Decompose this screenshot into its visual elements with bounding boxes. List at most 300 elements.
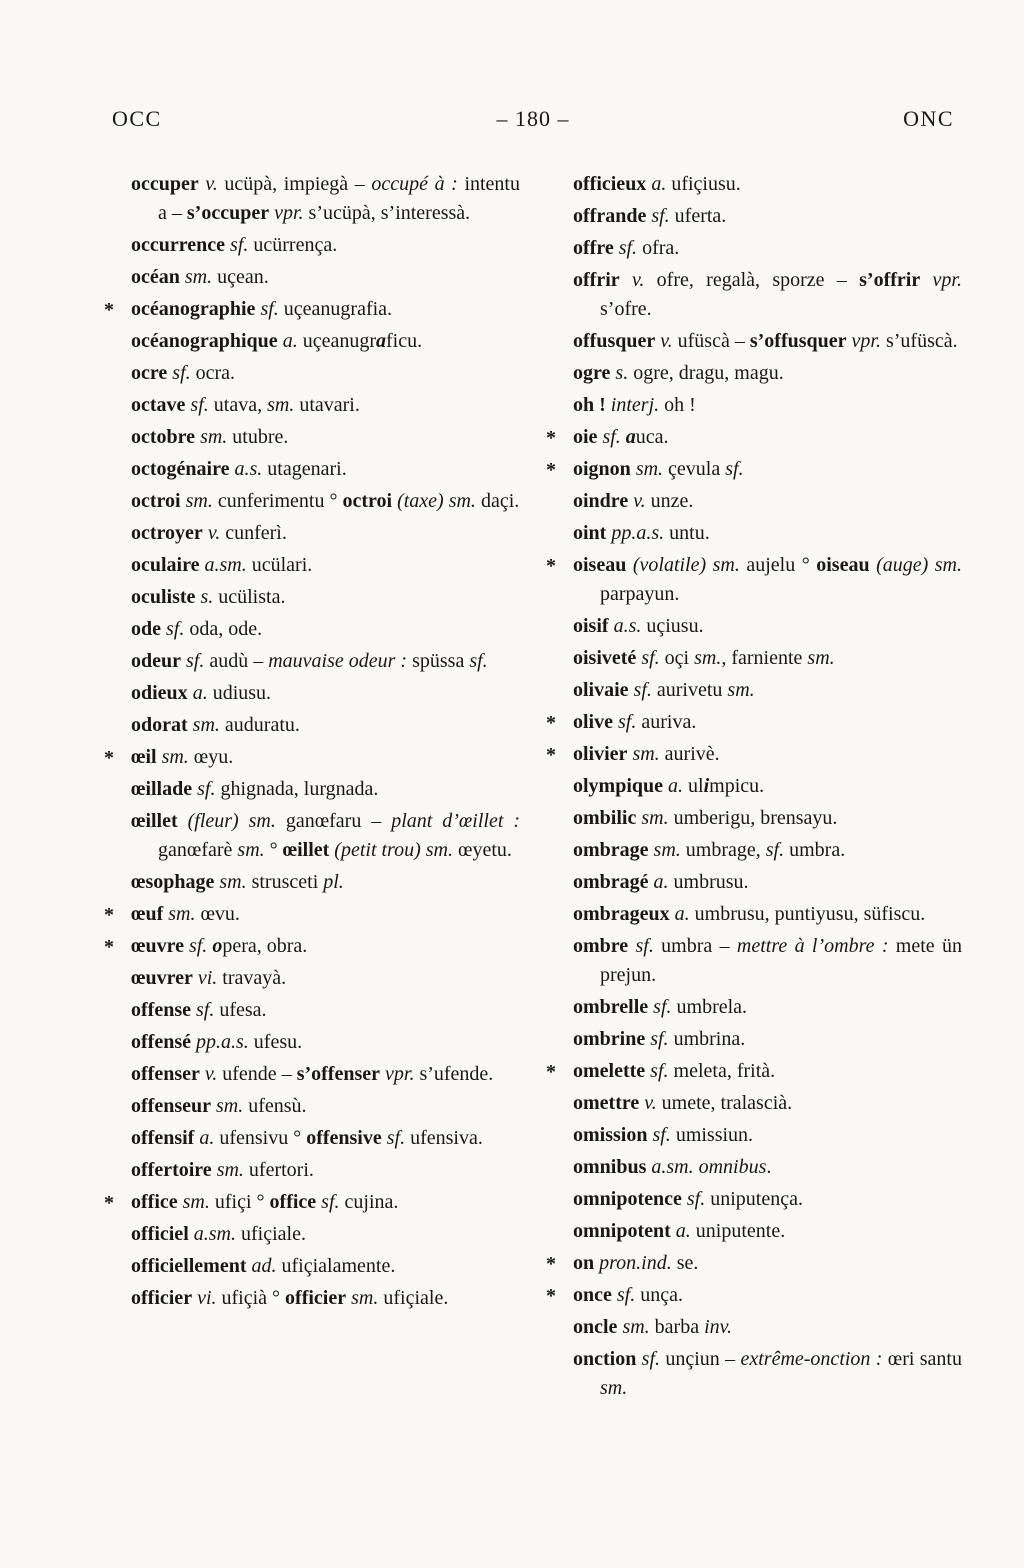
dictionary-entry bbox=[131, 327, 520, 356]
entry-text-run: s’ufüscà. bbox=[880, 330, 958, 352]
entry-text-run: vpr. bbox=[269, 202, 304, 224]
dictionary-entry bbox=[131, 423, 520, 452]
entry-text-run: olivaie bbox=[573, 679, 629, 701]
entry-text-run: officiel bbox=[131, 1223, 189, 1245]
entry-text-run: a. bbox=[648, 871, 669, 893]
dictionary-entry bbox=[131, 1252, 520, 1281]
entry-text-run: once bbox=[573, 1284, 612, 1306]
entry-text-run: oiseau bbox=[573, 554, 627, 576]
entry-text-run: oint bbox=[573, 522, 607, 544]
entry-text-run: sf. bbox=[613, 711, 637, 733]
dictionary-entry bbox=[104, 743, 520, 772]
entry-text-run: a.s. bbox=[608, 615, 642, 637]
entry-text-run: œvu. bbox=[195, 903, 240, 925]
entry-text-run: omnipotence bbox=[573, 1188, 682, 1210]
dictionary-entry bbox=[546, 551, 962, 609]
entry-text-run: ufende – bbox=[217, 1063, 297, 1085]
entry-text-run: utagenari. bbox=[262, 458, 347, 480]
entry-text-run: pera, obra. bbox=[222, 935, 308, 957]
entry-text-run: omission bbox=[573, 1124, 648, 1146]
entry-text-run: œuf bbox=[131, 903, 164, 925]
entry-text-run: sf. bbox=[636, 647, 660, 669]
entry-text-run: s’ufende. bbox=[414, 1063, 494, 1085]
entry-text-run: v. bbox=[628, 490, 646, 512]
entry-text-run: ocra. bbox=[190, 362, 236, 384]
entry-text-run: sm. bbox=[648, 839, 681, 861]
dictionary-entry bbox=[573, 676, 962, 705]
entry-text-run: offenser bbox=[131, 1063, 200, 1085]
entry-text-run: omnipotent bbox=[573, 1220, 671, 1242]
entry-text-run: œsophage bbox=[131, 871, 215, 893]
entry-text-run: ghignada, lurgnada. bbox=[215, 778, 379, 800]
entry-text-run: interj. bbox=[605, 394, 660, 416]
entry-text-run: v. bbox=[619, 269, 645, 291]
entry-text-run: çevula bbox=[663, 458, 726, 480]
entry-text-run: udiusu. bbox=[207, 682, 272, 704]
entry-text-run: cunferì. bbox=[220, 522, 287, 544]
entry-text-run: ogre bbox=[573, 362, 611, 384]
dictionary-entry bbox=[573, 993, 962, 1022]
entry-text-run: s’ucüpà, s’interessà. bbox=[303, 202, 471, 224]
entry-text-run: ombre bbox=[573, 935, 629, 957]
entry-text-run: sm. bbox=[267, 394, 295, 416]
entry-text-run: offensé bbox=[131, 1031, 191, 1053]
entry-text-run: octroyer bbox=[131, 522, 203, 544]
dictionary-entry bbox=[131, 551, 520, 580]
entry-text-run: ode bbox=[131, 618, 161, 640]
dictionary-entry bbox=[546, 1057, 962, 1086]
entry-text-run: oie bbox=[573, 426, 598, 448]
star-marker: * bbox=[104, 904, 114, 926]
entry-text-run: a bbox=[375, 330, 386, 352]
entry-text-run: occuper bbox=[131, 173, 199, 195]
dictionary-entry bbox=[573, 487, 962, 516]
entry-text-run: a. bbox=[194, 1127, 215, 1149]
entry-text-run: octroi bbox=[342, 490, 393, 512]
entry-text-run: utubre. bbox=[227, 426, 289, 448]
entry-text-run: octroi bbox=[131, 490, 181, 512]
dictionary-entry bbox=[573, 266, 962, 324]
entry-text-run: sm. bbox=[156, 746, 189, 768]
entry-text-run: ucülari. bbox=[246, 554, 313, 576]
entry-text-run: meleta, frità. bbox=[668, 1060, 776, 1082]
entry-text-run: sm. bbox=[180, 490, 213, 512]
entry-text-run: umbrusu, puntiyusu, süfiscu. bbox=[689, 903, 926, 925]
star-marker: * bbox=[546, 712, 556, 734]
entry-text-run: offre bbox=[573, 237, 614, 259]
entry-text-run: i bbox=[703, 775, 710, 797]
entry-text-run: officier bbox=[285, 1287, 347, 1309]
dictionary-entry bbox=[573, 1025, 962, 1054]
entry-text-run: s’offusquer bbox=[749, 330, 847, 352]
entry-text-run: umbra – bbox=[653, 935, 737, 957]
entry-text-run: (petit trou) sm. bbox=[334, 839, 453, 861]
dictionary-entry bbox=[573, 804, 962, 833]
dictionary-entry bbox=[573, 1313, 962, 1342]
entry-text-run: sm. bbox=[617, 1316, 650, 1338]
entry-text-run: barba bbox=[649, 1316, 705, 1338]
entry-text-run: v. bbox=[639, 1092, 657, 1114]
entry-text-run: sf. bbox=[181, 650, 205, 672]
entry-text-run: sm. bbox=[210, 1095, 244, 1117]
entry-text-run: océan bbox=[131, 266, 180, 288]
dictionary-entry bbox=[131, 231, 520, 260]
page-number: – 180 – bbox=[496, 106, 570, 131]
entry-text-run: aujelu ° bbox=[739, 554, 817, 576]
right-column bbox=[546, 170, 962, 1406]
entry-text-run: mete ün prejun. bbox=[600, 935, 962, 986]
dictionary-entry bbox=[573, 1153, 962, 1182]
entry-text-run: omnibus bbox=[698, 1156, 767, 1178]
dictionary-entry bbox=[546, 1249, 962, 1278]
entry-text-run: sm. bbox=[600, 1377, 628, 1399]
entry-text-run: on bbox=[573, 1252, 595, 1274]
entry-text-run: ombrelle bbox=[573, 996, 649, 1018]
dictionary-entry bbox=[573, 391, 962, 420]
entry-text-run: ganœfaru – bbox=[275, 810, 392, 832]
entry-text-run: sf. bbox=[645, 1028, 669, 1050]
entry-text-run: oh ! bbox=[659, 394, 696, 416]
entry-text-run: sf. bbox=[611, 1284, 636, 1306]
entry-text-run: strusceti bbox=[246, 871, 324, 893]
dictionary-entry bbox=[131, 1124, 520, 1153]
entry-text-run: cunferimentu ° bbox=[212, 490, 343, 512]
dictionary-entry bbox=[131, 996, 520, 1025]
entry-text-run: oiseau bbox=[816, 554, 870, 576]
entry-text-run: sm. bbox=[636, 807, 669, 829]
entry-text-run: ucüpà, impiegà – bbox=[217, 173, 372, 195]
entry-text-run: ufiçiale. bbox=[378, 1287, 449, 1309]
dictionary-entry bbox=[131, 170, 520, 228]
entry-text-run: office bbox=[269, 1191, 317, 1213]
entry-text-run: ufesa. bbox=[214, 999, 267, 1021]
entry-text-run: sm. bbox=[627, 743, 660, 765]
entry-text-run: s’offrir bbox=[859, 269, 921, 291]
entry-text-run: v. bbox=[202, 522, 221, 544]
entry-text-run: olympique bbox=[573, 775, 664, 797]
dictionary-entry bbox=[573, 1185, 962, 1214]
dictionary-entry bbox=[573, 327, 962, 356]
entry-text-run: sf. bbox=[681, 1188, 706, 1210]
entry-text-run: sf. bbox=[469, 650, 488, 672]
dictionary-entry bbox=[573, 202, 962, 231]
entry-text-run: sf. bbox=[725, 458, 744, 480]
dictionary-entry bbox=[573, 1121, 962, 1150]
entry-text-run: unçiun – bbox=[660, 1348, 741, 1370]
entry-text-run: sf. bbox=[183, 935, 208, 957]
entry-text-run: sm. bbox=[694, 647, 722, 669]
dictionary-entry bbox=[131, 1220, 520, 1249]
entry-text-run: sf. bbox=[613, 237, 638, 259]
entry-text-run: odieux bbox=[131, 682, 188, 704]
dictionary-entry bbox=[131, 647, 520, 676]
entry-text-run: ufesu. bbox=[248, 1031, 303, 1053]
entry-text-run: sm. bbox=[807, 647, 835, 669]
dictionary-entry bbox=[104, 900, 520, 929]
entry-text-run: sm. bbox=[179, 266, 213, 288]
entry-text-run: a.s. bbox=[229, 458, 263, 480]
entry-text-run: s’offenser bbox=[296, 1063, 380, 1085]
entry-text-run: vi. bbox=[192, 967, 218, 989]
entry-text-run: a.sm. bbox=[199, 554, 247, 576]
entry-text-run: océanographique bbox=[131, 330, 278, 352]
entry-text-run: ufiçià ° bbox=[216, 1287, 286, 1309]
entry-text-run: a bbox=[625, 426, 636, 448]
dictionary-entry bbox=[104, 1188, 520, 1217]
entry-text-run: œuvre bbox=[131, 935, 184, 957]
entry-text-run: untu. bbox=[664, 522, 710, 544]
entry-text-run: unze. bbox=[645, 490, 694, 512]
dictionary-entry bbox=[573, 1089, 962, 1118]
entry-text-run: officier bbox=[131, 1287, 193, 1309]
star-marker: * bbox=[546, 744, 556, 766]
entry-text-run: octogénaire bbox=[131, 458, 230, 480]
entry-text-run: umbrina. bbox=[668, 1028, 746, 1050]
entry-text-run: pp.a.s. bbox=[606, 522, 665, 544]
entry-text-run: a. bbox=[663, 775, 684, 797]
entry-text-run: ofra. bbox=[637, 237, 680, 259]
entry-text-run: s’occuper bbox=[186, 202, 270, 224]
entry-text-run: a. bbox=[670, 1220, 691, 1242]
dictionary-entry bbox=[131, 263, 520, 292]
entry-text-run: œillade bbox=[131, 778, 193, 800]
entry-text-run: uçeanugrafia. bbox=[278, 298, 393, 320]
entry-text-run: intentu a – bbox=[158, 173, 520, 224]
dictionary-entry bbox=[131, 1028, 520, 1057]
entry-text-run: ofre, regalà, sporze – bbox=[644, 269, 860, 291]
entry-text-run: s’ofre. bbox=[600, 298, 652, 320]
dictionary-entry bbox=[573, 234, 962, 263]
dictionary-entry bbox=[131, 519, 520, 548]
entry-text-run: , farniente bbox=[721, 647, 808, 669]
entry-text-run: œuvrer bbox=[131, 967, 193, 989]
star-marker: * bbox=[104, 299, 114, 321]
entry-text-run: (volatile) sm. bbox=[632, 554, 740, 576]
entry-text-run: ombrageux bbox=[573, 903, 670, 925]
star-marker: * bbox=[546, 1253, 556, 1275]
entry-text-run: offensive bbox=[306, 1127, 382, 1149]
entry-text-run: oindre bbox=[573, 490, 629, 512]
entry-text-run: umbrela. bbox=[671, 996, 748, 1018]
dictionary-entry bbox=[131, 964, 520, 993]
entry-text-run: sf. bbox=[316, 1191, 340, 1213]
entry-text-run: uçeanugr bbox=[297, 330, 376, 352]
dictionary-entry bbox=[131, 1284, 520, 1313]
entry-text-run: sf. bbox=[648, 996, 672, 1018]
entry-text-run: vi. bbox=[192, 1287, 217, 1309]
dictionary-entry bbox=[573, 359, 962, 388]
entry-text-run bbox=[178, 810, 188, 832]
dictionary-entry bbox=[573, 868, 962, 897]
entry-text-run: œillet bbox=[282, 839, 330, 861]
entry-text-run: sm. bbox=[211, 1159, 244, 1181]
entry-text-run: oda, ode. bbox=[184, 618, 263, 640]
entry-text-run: (taxe) sm. bbox=[397, 490, 476, 512]
entry-text-run: umbrage, bbox=[680, 839, 766, 861]
star-marker: * bbox=[546, 1061, 556, 1083]
entry-text-run: pp.a.s. bbox=[190, 1031, 249, 1053]
header-guide-word-right: ONC bbox=[903, 106, 955, 131]
entry-text-run: utava, bbox=[208, 394, 268, 416]
dictionary-entry bbox=[131, 455, 520, 484]
entry-text-run: se. bbox=[671, 1252, 699, 1274]
dictionary-entry bbox=[546, 1281, 962, 1310]
entry-text-run: ocre bbox=[131, 362, 168, 384]
dictionary-entry bbox=[573, 644, 962, 673]
entry-text-run: sf. bbox=[190, 999, 215, 1021]
entry-text-run: ufiçiusu. bbox=[666, 173, 741, 195]
entry-text-run: plant d’œillet : bbox=[391, 810, 520, 832]
entry-text-run: vpr. bbox=[920, 269, 962, 291]
entry-text-run: sf. bbox=[161, 618, 185, 640]
entry-text-run: ficu. bbox=[385, 330, 423, 352]
dictionary-entry bbox=[573, 1217, 962, 1246]
entry-text-run: océanographie bbox=[131, 298, 256, 320]
entry-text-run: sf. bbox=[636, 1348, 661, 1370]
entry-text-run: ucülista. bbox=[213, 586, 286, 608]
entry-text-run: s. bbox=[610, 362, 629, 384]
entry-text-run: oh ! bbox=[573, 394, 606, 416]
dictionary-entry bbox=[131, 679, 520, 708]
entry-text-run: unça. bbox=[635, 1284, 683, 1306]
entry-text-run: sf. bbox=[381, 1127, 406, 1149]
entry-text-run: œri santu bbox=[882, 1348, 962, 1370]
entry-text-run: sf. bbox=[646, 205, 670, 227]
entry-text-run: ufertori. bbox=[243, 1159, 314, 1181]
entry-text-run: omnibus bbox=[573, 1156, 647, 1178]
entry-text-run: officiellement bbox=[131, 1255, 247, 1277]
dictionary-entry bbox=[573, 170, 962, 199]
entry-text-run: omelette bbox=[573, 1060, 646, 1082]
entry-text-run: offrir bbox=[573, 269, 620, 291]
entry-text-run: sm. bbox=[346, 1287, 379, 1309]
entry-text-run: pl. bbox=[323, 871, 344, 893]
entry-text-run: sf. bbox=[597, 426, 621, 448]
entry-text-run: (fleur) sm. bbox=[187, 810, 276, 832]
page-header bbox=[112, 106, 954, 132]
dictionary-entry bbox=[573, 1345, 962, 1403]
entry-text-run: œil bbox=[131, 746, 157, 768]
entry-text-run: parpayun. bbox=[600, 583, 680, 605]
star-marker: * bbox=[104, 1192, 114, 1214]
entry-text-run: uçean. bbox=[212, 266, 269, 288]
star-marker: * bbox=[546, 427, 556, 449]
entry-text-run: (auge) sm. bbox=[876, 554, 962, 576]
entry-text-run: ufensiva. bbox=[405, 1127, 483, 1149]
entry-text-run: ufiçi ° bbox=[209, 1191, 270, 1213]
entry-text-run: offusquer bbox=[573, 330, 656, 352]
entry-text-run: sm. bbox=[187, 714, 220, 736]
entry-text-run: ° bbox=[264, 839, 283, 861]
entry-text-run: vpr. bbox=[846, 330, 881, 352]
entry-text-run: ufiçialamente. bbox=[276, 1255, 396, 1277]
entry-text-run: odorat bbox=[131, 714, 188, 736]
entry-text-run: cujina. bbox=[339, 1191, 399, 1213]
entry-text-run: ombrage bbox=[573, 839, 649, 861]
entry-text-run: umete, tralascià. bbox=[656, 1092, 793, 1114]
entry-text-run: oncle bbox=[573, 1316, 618, 1338]
dictionary-entry bbox=[131, 1060, 520, 1089]
entry-text-run: auduratu. bbox=[219, 714, 300, 736]
entry-text-run: sf. bbox=[225, 234, 249, 256]
entry-text-run: a.sm. bbox=[646, 1156, 694, 1178]
entry-text-run: travayà. bbox=[217, 967, 287, 989]
entry-text-run: octave bbox=[131, 394, 186, 416]
entry-text-run: ufüscà – bbox=[672, 330, 750, 352]
dictionary-entry bbox=[131, 775, 520, 804]
dictionary-entry bbox=[131, 583, 520, 612]
entry-text-run: œyu. bbox=[188, 746, 234, 768]
entry-text-run: omettre bbox=[573, 1092, 640, 1114]
entry-text-run: pron.ind. bbox=[594, 1252, 672, 1274]
entry-text-run: olive bbox=[573, 711, 613, 733]
star-marker: * bbox=[546, 459, 556, 481]
dictionary-entry bbox=[546, 740, 962, 769]
entry-text-run: sf. bbox=[645, 1060, 669, 1082]
entry-text-run: offenseur bbox=[131, 1095, 211, 1117]
star-marker: * bbox=[546, 1285, 556, 1307]
dictionary-entry bbox=[131, 711, 520, 740]
entry-text-run: sm. bbox=[177, 1191, 210, 1213]
entry-text-run: officieux bbox=[573, 173, 647, 195]
dictionary-entry bbox=[131, 868, 520, 897]
entry-text-run: ganœfarè bbox=[158, 839, 238, 861]
dictionary-entry bbox=[546, 455, 962, 484]
dictionary-entry bbox=[131, 1156, 520, 1185]
entry-text-run: ogre, dragu, magu. bbox=[628, 362, 784, 384]
entry-text-run: umberigu, brensayu. bbox=[668, 807, 838, 829]
dictionary-entry bbox=[573, 900, 962, 929]
entry-text-run: audù – bbox=[204, 650, 269, 672]
entry-text-run: sf. bbox=[647, 1124, 671, 1146]
dictionary-entry bbox=[131, 615, 520, 644]
entry-text-run: octobre bbox=[131, 426, 196, 448]
entry-text-run: extrême-onction : bbox=[740, 1348, 883, 1370]
entry-text-run: oisiveté bbox=[573, 647, 637, 669]
text-columns bbox=[104, 170, 962, 1406]
header-guide-word-left: OCC bbox=[112, 106, 162, 131]
star-marker: * bbox=[546, 555, 556, 577]
entry-text-run: utavari. bbox=[294, 394, 360, 416]
dictionary-entry bbox=[573, 772, 962, 801]
entry-text-run: œyetu. bbox=[453, 839, 512, 861]
star-marker: * bbox=[104, 747, 114, 769]
entry-text-run: offrande bbox=[573, 205, 647, 227]
dictionary-entry bbox=[104, 932, 520, 961]
entry-text-run: v. bbox=[198, 173, 218, 195]
entry-text-run: oculaire bbox=[131, 554, 200, 576]
entry-text-run: ucürrença. bbox=[248, 234, 338, 256]
entry-text-run: a. bbox=[646, 173, 667, 195]
entry-text-run: sm. bbox=[163, 903, 196, 925]
entry-text-run: mauvaise odeur : bbox=[268, 650, 408, 672]
entry-text-run: s. bbox=[195, 586, 214, 608]
dictionary-entry bbox=[131, 391, 520, 420]
entry-text-run: sf. bbox=[185, 394, 209, 416]
entry-text-run: sm. bbox=[195, 426, 228, 448]
dictionary-entry bbox=[546, 423, 962, 452]
entry-text-run: uniputença. bbox=[705, 1188, 803, 1210]
star-marker: * bbox=[104, 936, 114, 958]
dictionary-entry bbox=[131, 359, 520, 388]
entry-text-run: uferta. bbox=[669, 205, 727, 227]
entry-text-run: odeur bbox=[131, 650, 181, 672]
entry-text-run: oçi bbox=[659, 647, 695, 669]
entry-text-run: office bbox=[131, 1191, 178, 1213]
entry-text-run: ul bbox=[683, 775, 704, 797]
dictionary-entry bbox=[131, 807, 520, 865]
entry-text-run: a.sm. bbox=[188, 1223, 236, 1245]
